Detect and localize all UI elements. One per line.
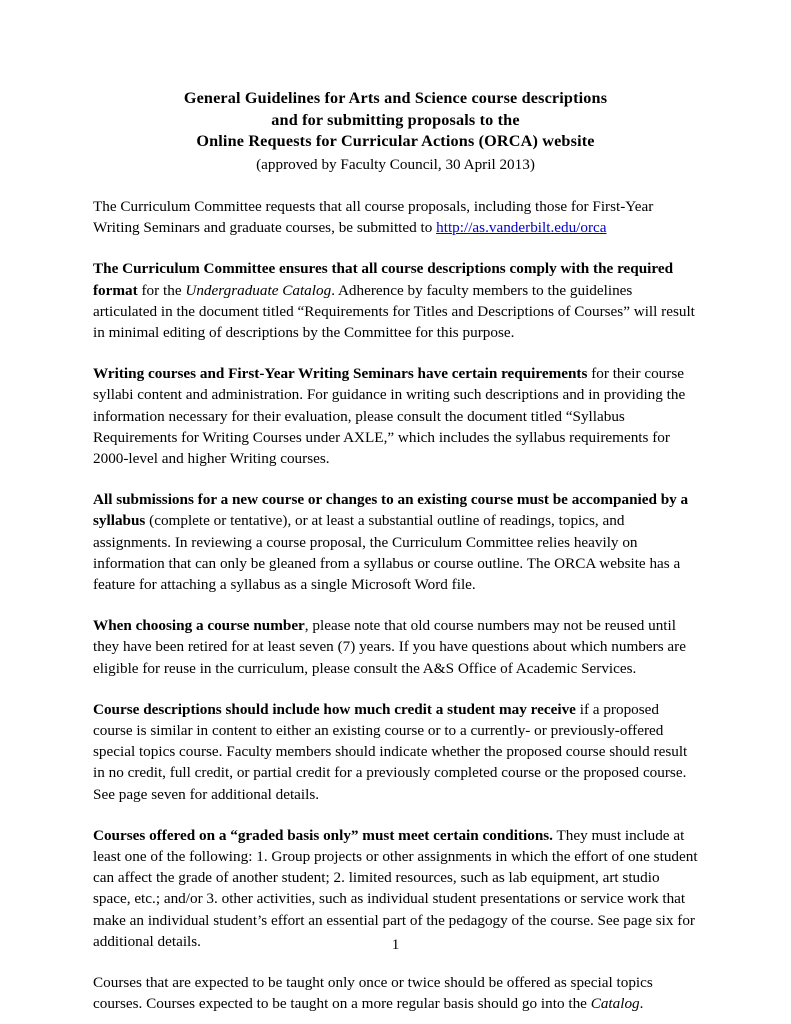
spacer: [93, 679, 698, 699]
spacer: [93, 469, 698, 489]
paragraph-intro: [93, 196, 698, 238]
bold-run: When choosing a course number: [93, 617, 305, 635]
spacer: [93, 952, 698, 972]
document-subtitle: (approved by Faculty Council, 30 April 2013): [256, 155, 535, 173]
text-run: if a proposed course is similar in content to either an existing course or to a currently- or previously-offered special topics course. Faculty members should indicate whether the proposed course should result in no credit, full credit, or partial credit for a previously completed course or the proposed course. See page seven for additional details.: [93, 700, 688, 803]
document-title-block: [93, 88, 698, 175]
spacer: [93, 238, 698, 258]
text-run: for their course syllabi content and administration. For guidance in writing such descriptions and in providing the information necessary for their evaluation, please consult the document titled “Syllabus Requirements for Writing Courses under AXLE,” which includes the syllabus requirements for 2000-level and higher Writing courses.: [93, 365, 686, 468]
paragraph-writing-courses: [93, 363, 698, 469]
title-line-3: Online Requests for Curricular Actions (ORCA) website: [196, 132, 595, 150]
bold-run: All submissions for a new course or changes to an existing course must be accompanied by a syllabus: [93, 491, 689, 530]
bold-run: The Curriculum Committee ensures that all course descriptions comply with the required format: [93, 260, 674, 299]
bold-run: Course descriptions should include how much credit a student may receive: [93, 700, 576, 718]
spacer: [93, 175, 698, 196]
text-run: They must include at least one of the following: 1. Group projects or other assignments in which the effort of one student can affect the grade of another student; 2. limited resources, such as lab equipment, art studio space, etc.; and/or 3. other activities, such as individual student presentations or service work that make an individual student’s effort an essential part of the pedagogy of the course. See page six for additional details.: [93, 826, 698, 950]
spacer: [93, 805, 698, 825]
text-run: .: [639, 995, 644, 1013]
paragraph-special-topics: [93, 972, 698, 1014]
bold-run: Courses offered on a “graded basis only” must meet certain conditions.: [93, 826, 553, 844]
spacer: [93, 343, 698, 363]
text-run: Courses that are expected to be taught only once or twice should be offered as special topics courses. Courses expected to be taught on a more regular basis should go into the: [93, 974, 653, 1013]
text-run: The Curriculum Committee requests that all course proposals, including those for First-Year Writing Seminars and graduate courses, be submitted to: [93, 198, 654, 237]
text-run: . Adherence by faculty members to the guidelines articulated in the document titled “Requirements for Titles and Descriptions of Courses” will result in minimal editing of descriptions by the Committee for this purpose.: [93, 281, 695, 342]
paragraph-all-submissions: [93, 489, 698, 595]
title-line-1: General Guidelines for Arts and Science course descriptions: [183, 89, 608, 107]
spacer: [93, 595, 698, 615]
paragraph-graded-basis: [93, 825, 698, 952]
text-run: , please note that old course numbers may not be reused until they have been retired for at least seven (7) years. If you have questions about which numbers are eligible for reuse in the curriculum, please consult the A&S Office of Academic Services.: [93, 617, 686, 677]
text-run: (complete or tentative), or at least a substantial outline of readings, topics, and assignments. In reviewing a course proposal, the Curriculum Committee relies heavily on information that can only be gleaned from a syllabus or course outline. The ORCA website has a feature for attaching a syllabus as a single Microsoft Word file.: [93, 512, 681, 594]
page-number: 1: [391, 936, 400, 953]
paragraph-course-number: [93, 615, 698, 679]
document-body: [93, 88, 698, 1015]
text-run: for the: [137, 281, 186, 299]
italic-run: Catalog: [590, 995, 640, 1013]
italic-run: Undergraduate Catalog: [185, 281, 332, 299]
paragraph-required-format: [93, 258, 698, 343]
bold-run: Writing courses and First-Year Writing Seminars have certain requirements: [93, 365, 588, 383]
orca-website-link[interactable]: http://as.vanderbilt.edu/orca: [436, 219, 607, 237]
paragraph-credit-descriptions: [93, 699, 698, 805]
title-line-2: and for submitting proposals to the: [271, 110, 520, 129]
